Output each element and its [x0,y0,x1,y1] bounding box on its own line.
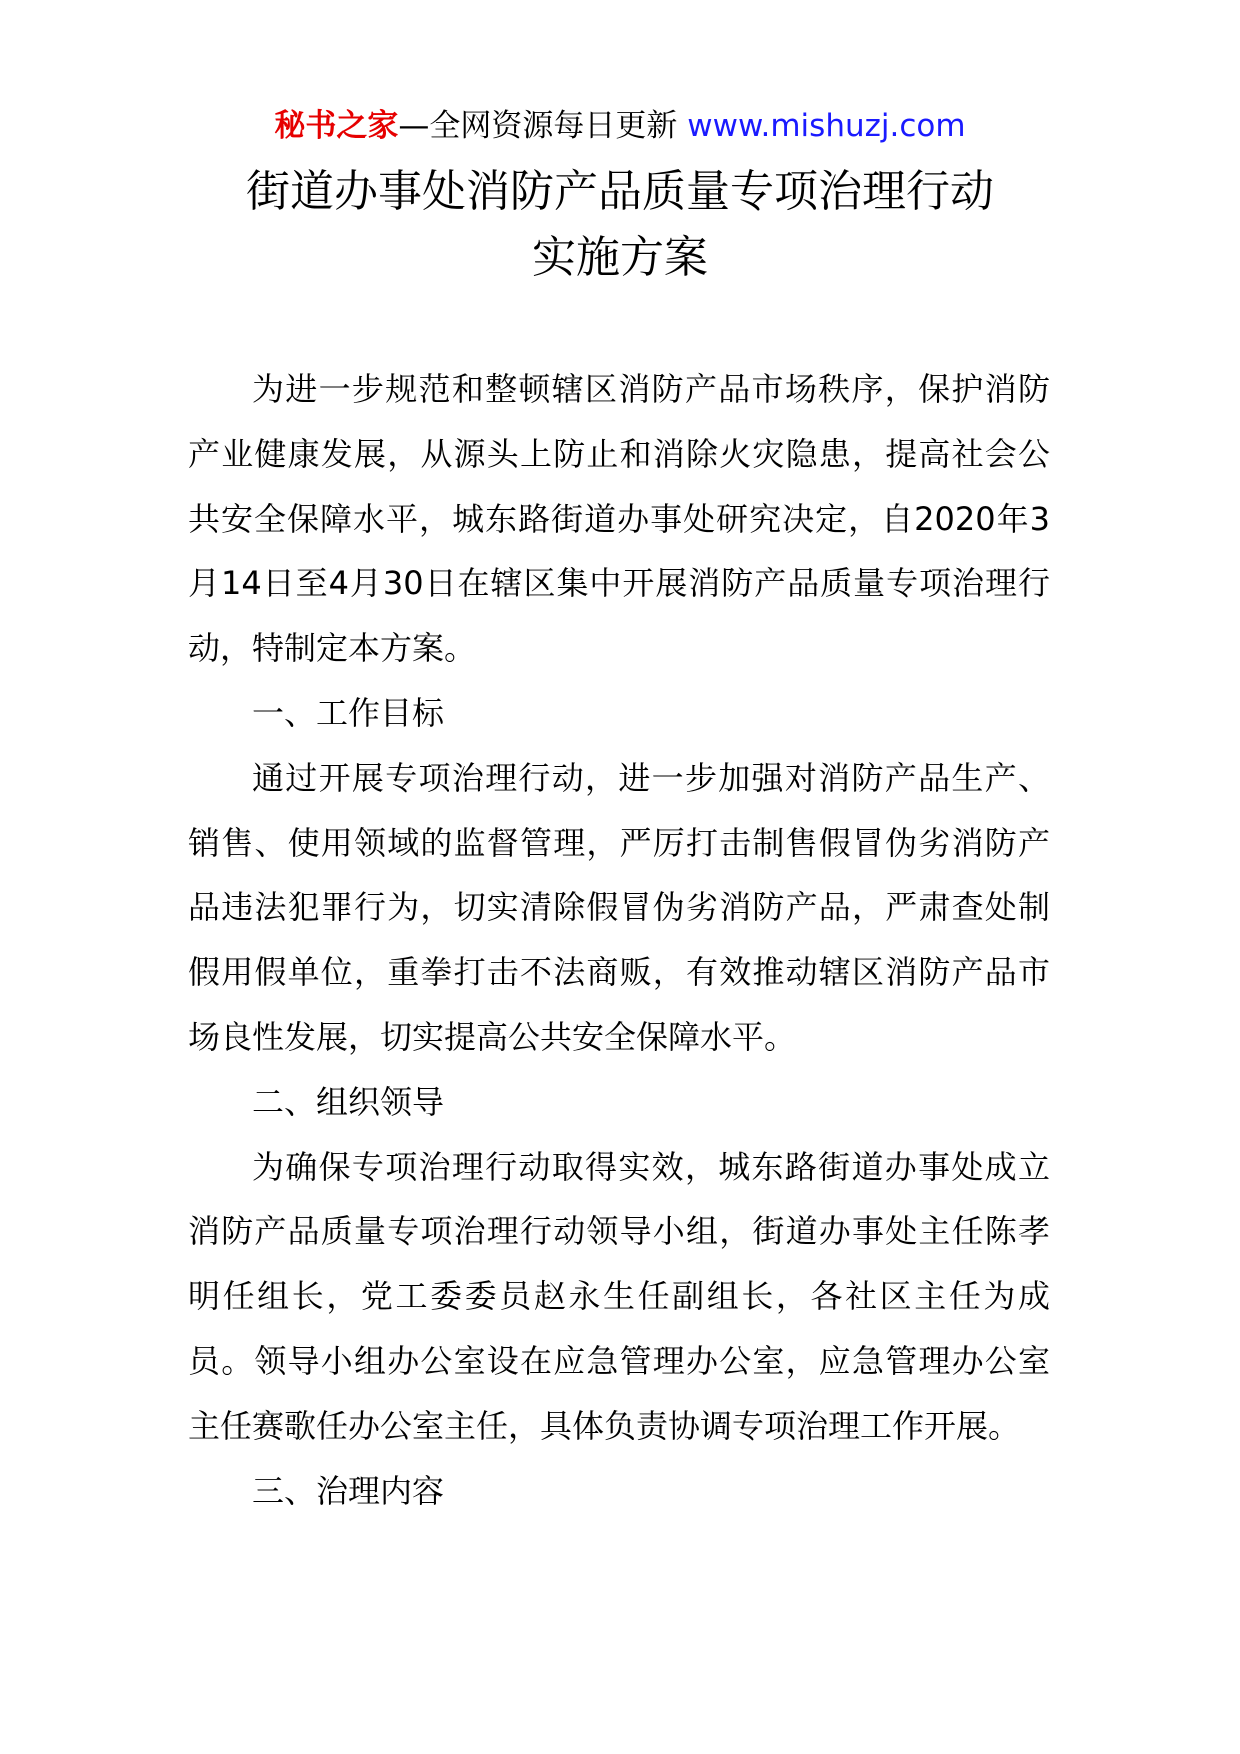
document-body [188,357,1050,1523]
watermark-header [0,106,1240,146]
document-title-line2: 实施方案 [532,232,708,283]
watermark-brand: 秘书之家 [274,108,399,144]
watermark-slogan: —全网资源每日更新 [398,108,688,144]
intro-paragraph: 为进一步规范和整顿辖区消防产品市场秩序，保护消防产业健康发展，从源头上防止和消除火灾隐患，提高社会公共安全保障水平，城东路街道办事处研究决定，自2020年3月14日至4月30日在辖区集中开展消防产品质量专项治理行动，特制定本方案。 [188,370,1050,668]
section-heading-leadership: 二、组织领导 [252,1082,445,1121]
section-body-goals: 通过开展专项治理行动，进一步加强对消防产品生产、销售、使用领域的监督管理，严厉打击制售假冒伪劣消防产品违法犯罪行为，切实清除假冒伪劣消防产品，严肃查处制假用假单位，重拳打击不法商贩，有效推动辖区消防产品市场良性发展，切实提高公共安全保障水平。 [188,758,1050,1056]
document-title-line1: 街道办事处消防产品质量专项治理行动 [246,166,994,217]
section-body-leadership: 为确保专项治理行动取得实效，城东路街道办事处成立消防产品质量专项治理行动领导小组，街道办事处主任陈孝明任组长，党工委委员赵永生任副组长，各社区主任为成员。领导小组办公室设在应急管理办公室，应急管理办公室主任赛歌任办公室主任，具体负责协调专项治理工作开展。 [188,1147,1050,1445]
watermark-url-link[interactable]: www.mishuzj.com [687,108,966,144]
section-heading-content: 三、治理内容 [252,1471,445,1510]
section-heading-goals: 一、工作目标 [252,693,445,732]
